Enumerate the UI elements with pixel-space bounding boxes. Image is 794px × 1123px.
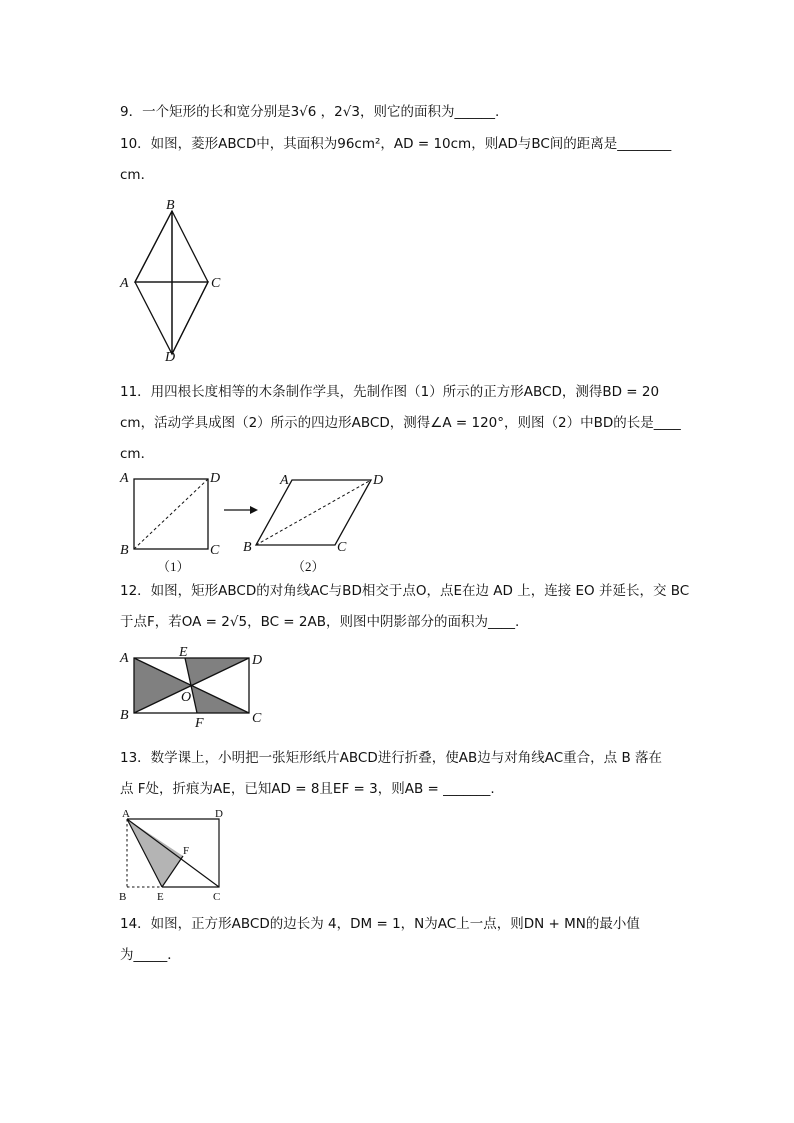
shaded-rectangle-figure	[115, 645, 275, 735]
q12-line-1: 12．如图，矩形ABCD的对角线AC与BD相交于点O，点E在边 AD 上，连接 EO 并延长，交 BC	[120, 583, 690, 599]
label-c: C	[252, 711, 262, 726]
caption-2: （2）	[292, 559, 325, 574]
folded-triangle	[127, 819, 183, 887]
label-b: B	[119, 891, 127, 903]
label-d: D	[373, 473, 384, 488]
label-c: C	[210, 543, 220, 558]
q9-line-1: 9．一个矩形的长和宽分别是3√6 ，2√3，则它的面积为______.	[120, 104, 500, 120]
label-f: F	[183, 845, 190, 857]
label-a: A	[120, 471, 129, 486]
label-a: A	[122, 808, 130, 820]
diagonal-bd-dashed	[256, 480, 371, 545]
label-b: B	[120, 708, 129, 723]
label-c: C	[213, 891, 221, 903]
fold-figure	[112, 804, 232, 904]
label-f: F	[195, 716, 204, 731]
q11-line-3: cm．	[120, 446, 155, 462]
caption-1: （1）	[157, 559, 190, 574]
q10-line-2: cm．	[120, 167, 155, 183]
label-b: B	[120, 543, 129, 558]
label-e: E	[157, 891, 164, 903]
label-a: A	[120, 276, 129, 291]
label-b: B	[243, 540, 252, 555]
q14-line-1: 14．如图，正方形ABCD的边长为 4，DM = 1，N为AC上一点，则DN + MN的最小值	[120, 916, 640, 932]
label-d: D	[215, 808, 223, 820]
q13-line-1: 13．数学课上，小明把一张矩形纸片ABCD进行折叠，使AB边与对角线AC重合，点 B 落在	[120, 750, 663, 766]
q14-line-2: 为_____．	[120, 947, 181, 963]
label-d: D	[165, 350, 176, 365]
label-d: D	[252, 653, 263, 668]
label-c: C	[337, 540, 347, 555]
q12-line-2: 于点F，若OA = 2√5，BC = 2AB，则图中阴影部分的面积为____.	[120, 614, 520, 630]
label-a: A	[120, 651, 129, 666]
label-b: B	[166, 198, 175, 213]
diagonal-ac	[127, 819, 219, 887]
rhombus-figure	[110, 196, 250, 366]
label-d: D	[210, 471, 221, 486]
parallelogram-figure	[240, 468, 400, 578]
q11-line-2: cm，活动学具成图（2）所示的四边形ABCD，测得∠A = 120°，则图（2）中BD的长是____	[120, 415, 681, 431]
diagonal-bd-dashed	[134, 479, 208, 549]
square-figure	[115, 468, 230, 578]
label-a: A	[280, 473, 289, 488]
q13-line-2: 点 F处，折痕为AE，已知AD = 8且EF = 3，则AB = _______.	[120, 781, 495, 797]
q10-line-1: 10．如图，菱形ABCD中，其面积为96cm²，AD = 10cm，则AD与BC间的距离是________	[120, 136, 672, 152]
label-c: C	[211, 276, 221, 291]
label-o: O	[181, 690, 192, 705]
q11-line-1: 11．用四根长度相等的木条制作学具，先制作图（1）所示的正方形ABCD，测得BD = 20	[120, 384, 660, 400]
label-e: E	[179, 645, 188, 660]
